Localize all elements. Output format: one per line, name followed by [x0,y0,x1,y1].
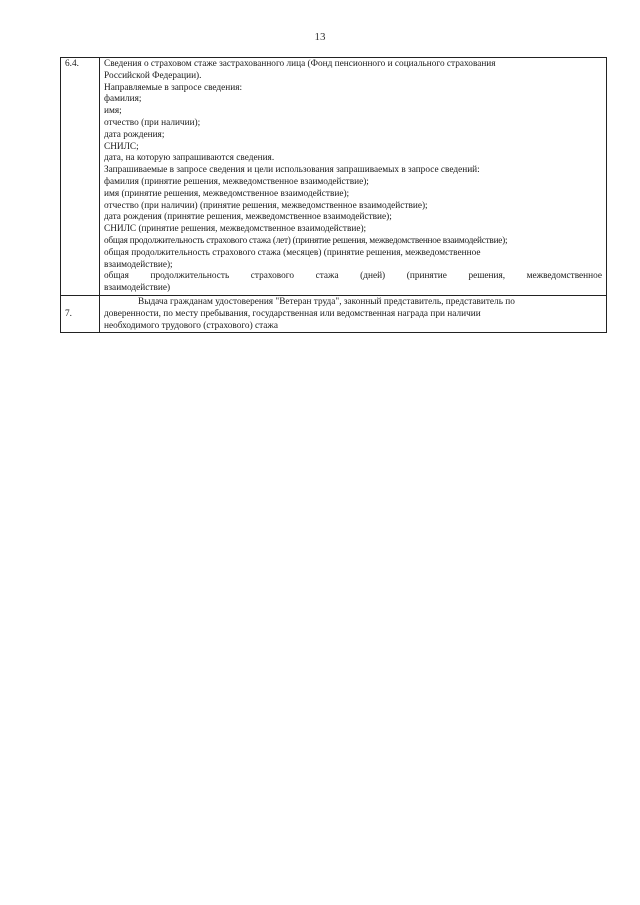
text-line: общая продолжительность страхового стажа (лет) (принятие решения, межведомственное взаимодействие); [104,235,508,246]
text-line: необходимого трудового (страхового) стажа [104,320,278,331]
text-line: дата, на которую запрашиваются сведения. [104,153,275,164]
text-line: Российской Федерации). [104,70,202,81]
text-line: Запрашиваемые в запросе сведения и цели использования запрашиваемых в запросе сведений: [104,165,480,176]
text-line: общая продолжительность страхового стажа (дней) (принятие решения, межведомственное [104,271,602,282]
text-line: Направляемые в запросе сведения: [104,82,243,93]
text-line: дата рождения (принятие решения, межведомственное взаимодействие); [104,212,392,223]
text-line: доверенности, по месту пребывания, государственная или ведомственная награда при наличии [104,308,481,319]
table-row [61,58,607,296]
text-line: Сведения о страховом стаже застрахованного лица (Фонд пенсионного и социального страхования [104,59,496,69]
text-line: СНИЛС; [104,141,139,152]
text-line: отчество (при наличии); [104,117,201,128]
row-number: 7. [61,295,100,332]
text-line: СНИЛС (принятие решения, межведомственное взаимодействие); [104,224,367,235]
text-line: имя (принятие решения, межведомственное взаимодействие); [104,188,350,199]
text-line: имя; [104,106,122,117]
text-line: общая продолжительность страхового стажа (месяцев) (принятие решения, межведомственное [104,247,481,258]
text-line: отчество (при наличии) (принятие решения, межведомственное взаимодействие); [104,200,428,211]
row-content [100,295,607,332]
text-line: фамилия; [104,94,142,105]
page-number: 13 [314,31,326,43]
text-line: Выдача гражданам удостоверения "Ветеран труда", законный представитель, представитель по [138,296,515,307]
row-number: 6.4. [61,58,100,296]
text-line: взаимодействие); [104,259,173,270]
row-content [100,58,607,296]
table-row [61,295,607,332]
text-line: взаимодействие) [104,283,171,294]
data-sources-table [60,57,607,333]
text-line: дата рождения; [104,129,165,140]
text-line: фамилия (принятие решения, межведомственное взаимодействие); [104,176,369,187]
